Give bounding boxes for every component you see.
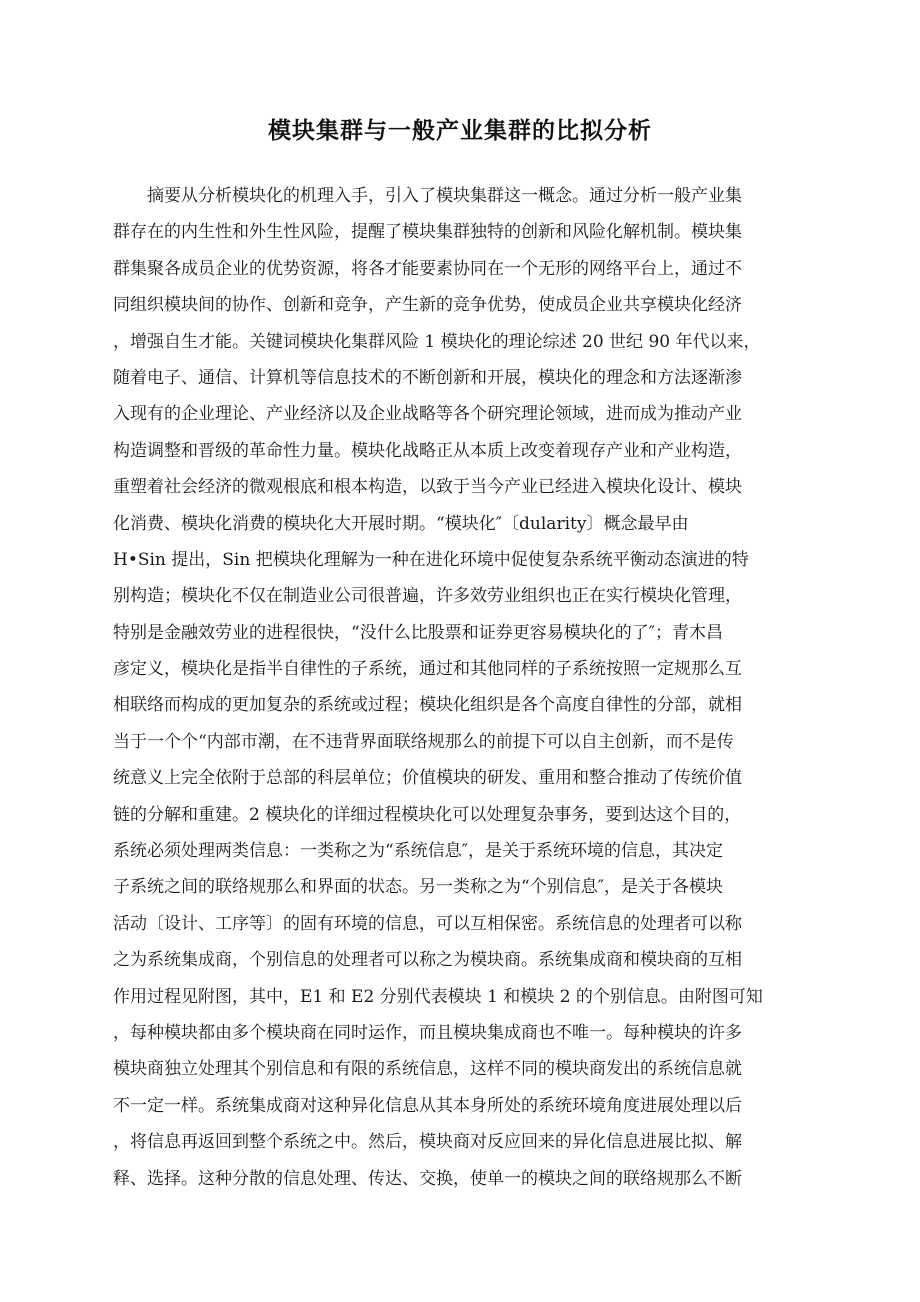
body-line: 相联络而构成的更加复杂的系统或过程；模块化组织是各个高度自律性的分部，就相 [113, 695, 742, 716]
body-line: 之为系统集成商，个别信息的处理者可以称之为模块商。系统集成商和模块商的互相 [113, 950, 742, 971]
body-line: 特别是金融效劳业的进程很快，“没什么比股票和证券更容易模块化的了″；青木昌 [113, 622, 724, 643]
body-line: 释、选择。这种分散的信息处理、传达、交换，使单一的模块之间的联络规那么不断 [113, 1168, 742, 1189]
body-line: 子系统之间的联络规那么和界面的状态。另一类称之为“个别信息″，是关于各模块 [113, 877, 724, 898]
body-line: 入现有的企业理论、产业经济以及企业战略等各个研究理论领域，进而成为推动产业 [113, 404, 742, 425]
body-line: 彦定义，模块化是指半自律性的子系统，通过和其他同样的子系统按照一定规那么互 [113, 659, 742, 680]
body-line: 重塑着社会经济的微观根底和根本构造，以致于当今产业已经进入模块化设计、模块 [113, 477, 742, 498]
body-line: H•Sin 提出，Sin 把模块化理解为一种在进化环境中促使复杂系统平衡动态演进的特 [113, 549, 749, 570]
body-line: 群集聚各成员企业的优势资源，将各才能要素协同在一个无形的网络平台上，通过不 [113, 258, 742, 279]
body-line: 链的分解和重建。2 模块化的详细过程模块化可以处理复杂事务，要到达这个目的， [113, 804, 742, 825]
body-line: 活动〔设计、工序等〕的固有环境的信息，可以互相保密。系统信息的处理者可以称 [113, 913, 742, 934]
body-line: 随着电子、通信、计算机等信息技术的不断创新和开展，模块化的理念和方法逐渐渗 [113, 367, 742, 388]
body-line: 统意义上完全依附于总部的科层单位；价值模块的研发、重用和整合推动了传统价值 [113, 768, 742, 789]
body-line: 系统必须处理两类信息：一类称之为“系统信息″，是关于系统环境的信息，其决定 [113, 841, 724, 862]
body-line: 模块商独立处理其个别信息和有限的系统信息，这样不同的模块商发出的系统信息就 [113, 1059, 742, 1080]
body-line: 别构造；模块化不仅在制造业公司很普遍，许多效劳业组织也正在实行模块化管理， [113, 586, 742, 607]
document-title: 模块集群与一般产业集群的比拟分析 [268, 117, 652, 144]
body-line: 摘要从分析模块化的机理入手，引入了模块集群这一概念。通过分析一般产业集 [147, 186, 742, 206]
body-line: ，增强自生才能。关键词模块化集群风险 1 模块化的理论综述 20 世纪 90 年代以来， [113, 331, 761, 352]
body-line: 当于一个个“内部市潮，在不违背界面联络规那么的前提下可以自主创新，而不是传 [113, 731, 734, 752]
body-line: 构造调整和晋级的革命性力量。模块化战略正从本质上改变着现存产业和产业构造， [113, 440, 742, 461]
document-body [113, 178, 803, 1197]
body-line: ，每种模块都由多个模块商在同时运作，而且模块集成商也不唯一。每种模块的许多 [113, 1022, 742, 1043]
body-line: 同组织模块间的协作、创新和竞争，产生新的竞争优势，使成员企业共享模块化经济 [113, 295, 742, 316]
body-line: 作用过程见附图，其中，E1 和 E2 分别代表模块 1 和模块 2 的个别信息。由附图可知 [113, 986, 763, 1007]
body-line: 不一定一样。系统集成商对这种异化信息从其本身所处的系统环境角度进展处理以后 [113, 1095, 742, 1116]
body-line: 化消费、模块化消费的模块化大开展时期。“模块化″〔dularity〕概念最早由 [113, 513, 689, 534]
body-line: 群存在的内生性和外生性风险，提醒了模块集群独特的创新和风险化解机制。模块集 [113, 222, 742, 243]
body-line: ，将信息再返回到整个系统之中。然后，模块商对反应回来的异化信息进展比拟、解 [113, 1132, 742, 1153]
